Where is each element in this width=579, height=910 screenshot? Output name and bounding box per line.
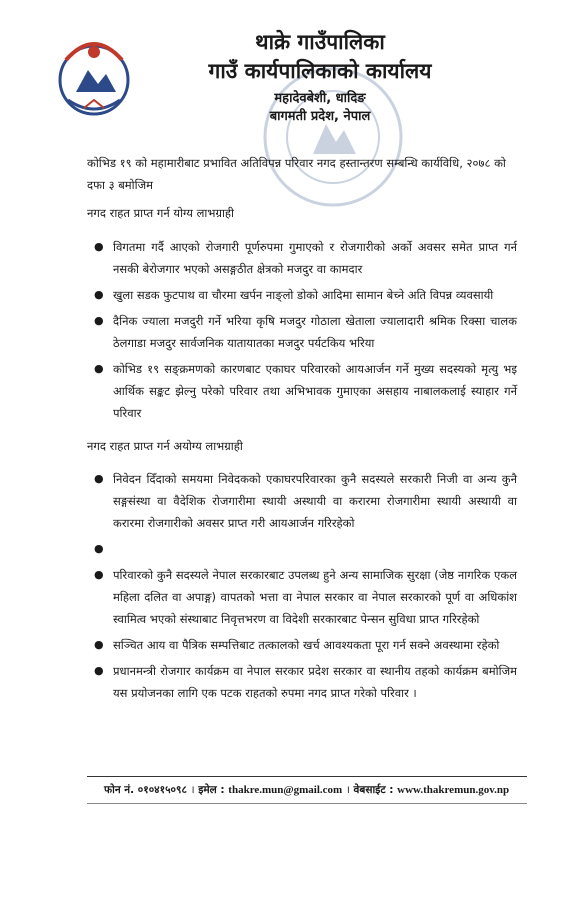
- footer-contact: फोन नं. ०१०४१५०९८ । इमेल : thakre.mun@gmail.com । वेबसाईट : www.thakremun.gov.np: [104, 784, 510, 796]
- office-location: महादेवबेशी, धादिङ: [274, 91, 366, 106]
- bullet-icon: ●: [94, 362, 104, 375]
- list-item: ● दैनिक ज्याला मजदुरी गर्ने भरिया कृषि मजदुर गोठाला खेताला ज्यालादारी श्रमिक रिक्सा चालक ठेलगाडा मजदुर सार्वजनिक यातायातका मजदुर पर्यटकिय भरिया: [87, 310, 517, 354]
- bottom-divider: [87, 803, 527, 804]
- footer-divider: [87, 776, 527, 777]
- list-item: ● परिवारको कुनै सदस्यले नेपाल सरकारबाट उपलब्ध हुने अन्य सामाजिक सुरक्षा (जेष्ठ नागरिक एकल महिला दलित वा अपाङ्ग) वापतको भत्ता वा नेपाल सरकार वा नेपाल सरकारको पूर्ण वा अधिकांश स्वामित्व भएको संस्थाबाट निवृत्तभरण वा विदेशी सरकारबाट पेन्सन सुविधा प्राप्त गरिरहेको: [87, 564, 517, 630]
- footer-website-label: वेबसाईट :: [353, 784, 394, 796]
- letterhead: [150, 28, 490, 126]
- intro-paragraph: कोभिड १९ को महामारीबाट प्रभावित अतिविपन्न परिवार नगद हस्तान्तरण सम्बन्धि कार्यविधि, २०७८ को दफा ३ बमोजिम: [87, 156, 506, 192]
- municipality-name: थाक्रे गाउँपालिका: [255, 30, 385, 54]
- bullet-icon: ●: [94, 472, 104, 485]
- ineligible-heading: नगद राहत प्राप्त गर्न अयोग्य लाभग्राही: [87, 439, 243, 453]
- list-item: [87, 538, 517, 560]
- footer-phone: फोन नं. ०१०४१५०९८: [104, 784, 187, 796]
- eligible-heading: नगद राहत प्राप्त गर्न योग्य लाभग्राही: [87, 206, 235, 220]
- office-name: गाउँ कार्यपालिकाको कार्यालय: [208, 59, 432, 83]
- list-item: ● कोभिड १९ सङ्क्रमणको कारणबाट एकाघर परिवारको आयआर्जन गर्ने मुख्य सदस्यको मृत्यु भइ आर्थिक सङ्कट झेल्नु परेको परिवार तथा अभिभावक गुमाएका असहाय नाबालकलाई स्याहार गर्ने परिवार: [87, 358, 517, 424]
- province-country: बागमती प्रदेश, नेपाल: [269, 109, 371, 124]
- list-item: ● सञ्चित आय वा पैत्रिक सम्पत्तिबाट तत्कालको खर्च आवश्यकता पूरा गर्न सक्ने अवस्थामा रहेको: [87, 634, 517, 656]
- list-item: ● खुला सडक फुटपाथ वा चौरमा खर्पन नाङ्लो डोको आदिमा सामान बेच्ने अति विपन्न व्यवसायी: [87, 284, 517, 306]
- footer-website: www.thakremun.gov.np: [397, 784, 510, 796]
- bullet-icon: ●: [94, 288, 104, 301]
- bullet-icon: ●: [94, 240, 104, 253]
- bullet-icon: ●: [94, 568, 104, 581]
- bullet-icon: ●: [94, 664, 104, 677]
- list-item: ● निवेदन दिँदाको समयमा निवेदकको एकाघरपरिवारका कुनै सदस्यले सरकारी निजी वा अन्य कुनै सङ्गसंस्था वा वैदेशिक रोजगारीमा स्थायी अस्थायी वा करारमा रोजगारीमा स्थायी अस्थायी वा करारमा रोजगारीको अवसर प्राप्त गरी आयआर्जन गरिरहेको: [87, 468, 517, 534]
- nepal-emblem-icon: [48, 30, 140, 122]
- bullet-icon: ●: [94, 314, 104, 327]
- list-item: ● प्रधानमन्त्री रोजगार कार्यक्रम वा नेपाल सरकार प्रदेश सरकार वा स्थानीय तहको कार्यक्रम बमोजिम यस प्रयोजनका लागि एक पटक राहतको रुपमा नगद प्राप्त गरेको परिवार ।: [87, 660, 517, 704]
- ineligible-list: [87, 468, 517, 708]
- footer-email-label: इमेल :: [198, 784, 225, 796]
- list-item: ● विगतमा गर्दै आएको रोजगारी पूर्णरुपमा गुमाएको र रोजगारीको अर्को अवसर समेत प्राप्त गर्न नसकी बेरोजगार भएको असङ्गठीत क्षेत्रको मजदुर वा कामदार: [87, 236, 517, 280]
- footer-email: thakre.mun@gmail.com: [228, 784, 343, 796]
- bullet-icon: ●: [94, 542, 104, 555]
- eligible-list: [87, 236, 517, 428]
- bullet-icon: ●: [94, 638, 104, 651]
